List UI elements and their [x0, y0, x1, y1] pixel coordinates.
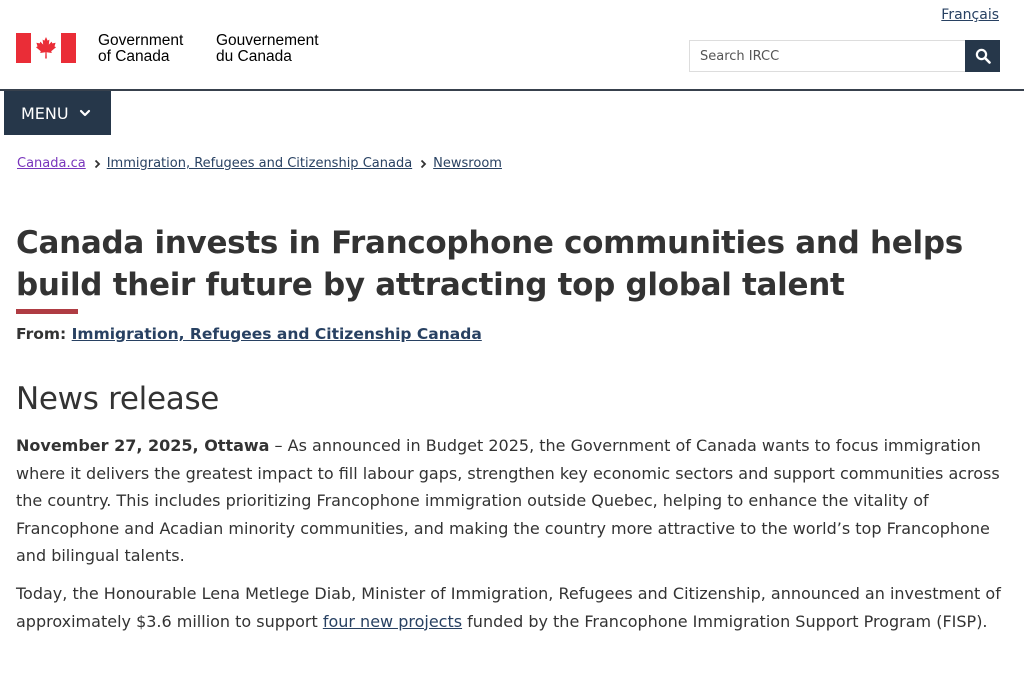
language-toggle-link[interactable]: Français — [941, 7, 999, 23]
paragraph-investment-text-before: Today, the Honourable Lena Metlege Diab, Minister of Immigration, Refugees and Citizenship, announced an investment of approximately $3.6 million to support — [16, 584, 1001, 631]
breadcrumb-newsroom[interactable]: Newsroom — [433, 156, 502, 171]
canada-flag-icon — [16, 33, 76, 63]
header-divider — [0, 89, 1024, 91]
chevron-down-icon — [79, 108, 91, 118]
chevron-right-icon — [94, 159, 101, 169]
paragraph-intro — [16, 432, 1006, 570]
section-heading: News release — [16, 381, 220, 417]
signature-english — [98, 33, 216, 65]
page-title: Canada invests in Francophone communities and helps build their future by attracting top global talent — [16, 225, 963, 303]
paragraph-intro-text: – As announced in Budget 2025, the Government of Canada wants to focus immigration where it delivers the greatest impact to fill labour gaps, strengthen key economic sectors and support communities across the country. This includes prioritizing Francophone immigration outside Quebec, helping to enhance the vitality of Francophone and Acadian minority communities, and making the country more attractive to the world’s top Francophone and bilingual talents. — [16, 436, 1000, 565]
from-line — [16, 325, 482, 343]
breadcrumb — [17, 156, 502, 171]
chevron-right-icon — [420, 159, 427, 169]
breadcrumb-canada-ca[interactable]: Canada.ca — [17, 156, 86, 171]
from-department-link[interactable]: Immigration, Refugees and Citizenship Canada — [71, 325, 482, 343]
breadcrumb-ircc[interactable]: Immigration, Refugees and Citizenship Canada — [106, 156, 413, 171]
dateline: November 27, 2025, Ottawa — [16, 436, 270, 455]
paragraph-investment — [16, 580, 1006, 635]
from-label: From: — [16, 325, 67, 343]
title-underline-accent — [16, 309, 78, 314]
search-input[interactable] — [689, 40, 965, 72]
search-form — [689, 40, 1000, 72]
menu-button[interactable] — [4, 91, 111, 135]
signature-english-line2: of Canada — [98, 48, 170, 65]
maple-leaf-icon — [34, 36, 58, 60]
signature-english-line1: Government — [98, 32, 184, 49]
signature-french-line2: du Canada — [216, 48, 292, 65]
paragraph-investment-text-after: funded by the Francophone Immigration Support Program (FISP). — [462, 611, 988, 631]
search-icon — [975, 48, 991, 64]
government-signature[interactable] — [16, 33, 346, 65]
four-new-projects-link[interactable]: four new projects — [322, 611, 463, 631]
menu-label: MENU — [21, 103, 69, 123]
search-button[interactable] — [965, 40, 1000, 72]
signature-french-line1: Gouvernement — [216, 32, 319, 49]
signature-french — [216, 33, 346, 65]
